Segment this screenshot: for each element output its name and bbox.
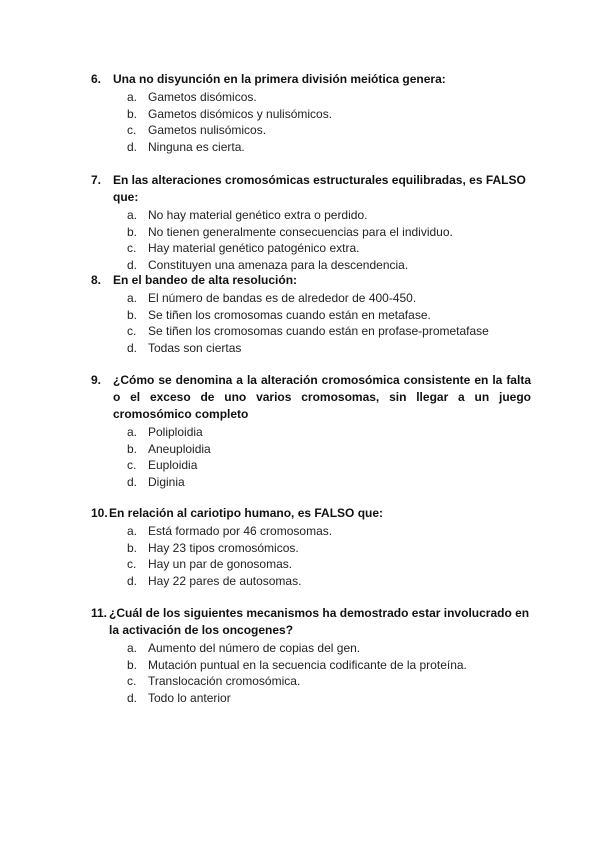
- question-6: [91, 71, 531, 155]
- option-text: Está formado por 46 cromosomas.: [148, 524, 333, 538]
- option-d: [127, 474, 531, 491]
- option-text: Aumento del número de copias del gen.: [148, 641, 361, 655]
- option-letter: d.: [127, 139, 138, 154]
- option-a: [127, 207, 531, 224]
- option-list: [91, 424, 531, 490]
- question-7: [91, 172, 531, 273]
- option-letter: b.: [127, 224, 138, 239]
- question-heading: [91, 272, 531, 289]
- option-c: [127, 323, 531, 340]
- question-8: [91, 272, 531, 356]
- option-text: Hay 22 pares de autosomas.: [148, 573, 302, 588]
- option-list: [91, 89, 531, 155]
- question-heading: [91, 172, 531, 206]
- option-letter: a.: [127, 90, 138, 104]
- question-number: 7.: [91, 173, 102, 187]
- option-text: Todo lo anterior: [148, 690, 231, 705]
- option-b: [127, 106, 531, 123]
- option-b: [127, 540, 531, 557]
- option-letter: a.: [127, 291, 138, 305]
- option-text: Hay un par de gonosomas.: [148, 557, 293, 572]
- option-letter: a.: [127, 425, 138, 439]
- question-11: [91, 605, 531, 706]
- option-d: [127, 573, 531, 590]
- option-text: Se tiñen los cromosomas cuando están en profase-prometafase: [148, 324, 489, 339]
- option-text: Gametos disómicos.: [148, 90, 257, 104]
- option-a: [127, 640, 531, 657]
- option-list: [91, 523, 531, 589]
- option-b: [127, 441, 531, 458]
- option-letter: b.: [127, 106, 138, 121]
- option-c: [127, 457, 531, 474]
- option-text: Gametos disómicos y nulisómicos.: [148, 106, 333, 121]
- option-b: [127, 657, 531, 674]
- option-d: [127, 139, 531, 156]
- option-a: [127, 89, 531, 106]
- option-letter: b.: [127, 657, 138, 672]
- option-letter: b.: [127, 441, 138, 456]
- option-text: Diginia: [148, 474, 185, 489]
- question-number: 6.: [91, 72, 102, 86]
- option-text: Mutación puntual en la secuencia codificante de la proteína.: [148, 657, 467, 672]
- question-number: 9.: [91, 373, 102, 387]
- option-text: Translocación cromosómica.: [148, 674, 301, 689]
- option-letter: c.: [127, 458, 137, 473]
- option-text: Gametos nulisómicos.: [148, 123, 267, 138]
- option-a: [127, 523, 531, 540]
- question-text: En relación al cariotipo humano, es FALSO que:: [109, 506, 384, 520]
- option-d: [127, 257, 531, 274]
- option-letter: d.: [127, 340, 138, 355]
- question-text: En el bandeo de alta resolución:: [113, 273, 298, 287]
- option-text: El número de bandas es de alrededor de 400-450.: [148, 291, 417, 305]
- option-text: Hay 23 tipos cromosómicos.: [148, 540, 299, 555]
- option-text: Todas son ciertas: [148, 340, 242, 355]
- question-number: 10.: [91, 506, 108, 520]
- question-heading: [91, 505, 531, 522]
- question-9: [91, 372, 531, 490]
- option-letter: c.: [127, 674, 137, 689]
- question-heading: [91, 71, 531, 88]
- question-text: Una no disyunción en la primera división meiótica genera:: [113, 72, 446, 86]
- option-list: [91, 290, 531, 356]
- option-text: No hay material genético extra o perdido.: [148, 208, 368, 222]
- option-letter: c.: [127, 241, 137, 256]
- option-text: Aneuploidia: [148, 441, 211, 456]
- option-letter: b.: [127, 540, 138, 555]
- option-text: Euploidia: [148, 458, 198, 473]
- option-text: No tienen generalmente consecuencias para el individuo.: [148, 224, 453, 239]
- option-d: [127, 340, 531, 357]
- question-10: [91, 505, 531, 589]
- option-c: [127, 556, 531, 573]
- option-letter: a.: [127, 208, 138, 222]
- question-text: ¿Cuál de los siguientes mecanismos ha demostrado estar involucrado en la activación de los oncogenes?: [109, 606, 530, 637]
- option-text: Ninguna es cierta.: [148, 139, 245, 154]
- question-text: En las alteraciones cromosómicas estructurales equilibradas, es FALSO que:: [113, 173, 526, 204]
- question-number: 8.: [91, 273, 102, 287]
- option-letter: c.: [127, 557, 137, 572]
- question-text: ¿Cómo se denomina a la alteración cromosómica consistente en la falta o el exceso de uno varios cromosomas, sin llegar a un juego cromosómico completo: [113, 373, 531, 421]
- option-b: [127, 224, 531, 241]
- option-list: [91, 207, 531, 273]
- question-heading: [91, 372, 531, 423]
- option-letter: d.: [127, 690, 138, 705]
- question-heading: [91, 605, 531, 639]
- option-letter: c.: [127, 324, 137, 339]
- option-a: [127, 290, 531, 307]
- option-letter: d.: [127, 257, 138, 272]
- option-c: [127, 122, 531, 139]
- option-d: [127, 690, 531, 707]
- option-list: [91, 640, 531, 706]
- option-c: [127, 240, 531, 257]
- option-letter: d.: [127, 474, 138, 489]
- question-number: 11.: [91, 606, 108, 620]
- option-a: [127, 424, 531, 441]
- option-text: Hay material genético patogénico extra.: [148, 241, 360, 256]
- option-text: Poliploidia: [148, 425, 203, 439]
- option-text: Se tiñen los cromosomas cuando están en metafase.: [148, 307, 431, 322]
- option-letter: d.: [127, 573, 138, 588]
- option-letter: a.: [127, 641, 138, 655]
- option-letter: c.: [127, 123, 137, 138]
- option-c: [127, 673, 531, 690]
- option-text: Constituyen una amenaza para la descendencia.: [148, 257, 409, 272]
- option-b: [127, 307, 531, 324]
- option-letter: a.: [127, 524, 138, 538]
- option-letter: b.: [127, 307, 138, 322]
